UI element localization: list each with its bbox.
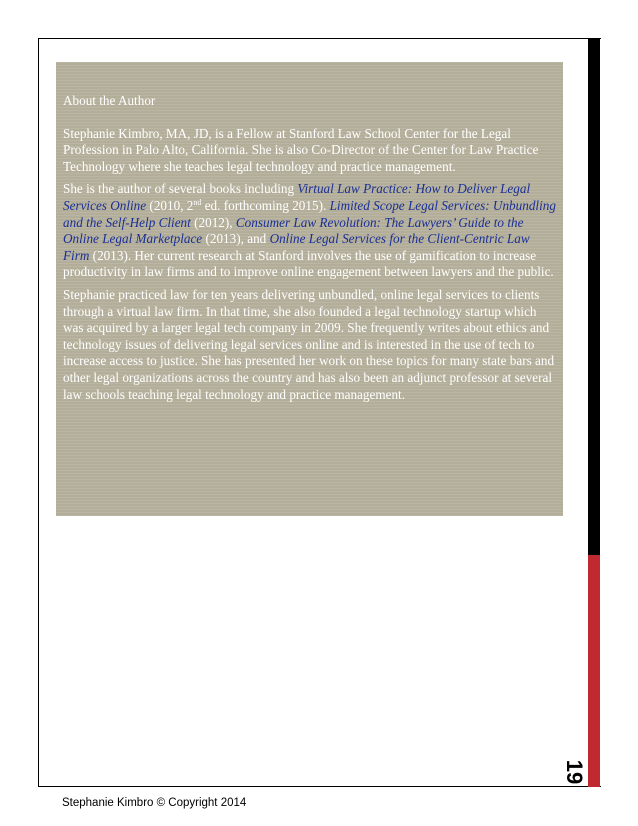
page-number (559, 757, 589, 787)
page-number-text: 19 (561, 759, 587, 785)
text-run: (2013). Her current research at Stanford involves the use of gamification to increase productivity in law firms and to improve online engagement between lawyers and the public. (63, 247, 554, 280)
text-run: (2010, 2 (146, 197, 194, 213)
book-title-consumer-law-revolution: Consumer Law Revolution: The Lawyers’ Guide to the Online Legal Marketplace (63, 214, 524, 247)
text-run: ed. forthcoming 2015). (201, 197, 330, 213)
book-title-limited-scope: Limited Scope Legal Services: Unbundling and the Self-Help Client (63, 197, 556, 230)
about-author-box (56, 62, 563, 516)
book-title-virtual-law-practice: Virtual Law Practice: How to Deliver Legal Services Online (63, 181, 531, 213)
text-run: (2013), and (202, 231, 270, 247)
text-run: (2012), (190, 214, 236, 230)
ordinal-superscript: nd (193, 197, 202, 207)
accent-bar-red (588, 555, 600, 787)
footer-copyright: Stephanie Kimbro © Copyright 2014 (62, 797, 247, 809)
bio-paragraph-1: Stephanie Kimbro, MA, JD, is a Fellow at Stanford Law School Center for the Legal Profession in Palo Alto, California. She is also Co-Director of the Center for Law Practice Technology where she teaches legal technology and practice management. (63, 125, 539, 174)
section-heading: About the Author (63, 93, 156, 108)
bio-paragraph-3: Stephanie practiced law for ten years delivering unbundled, online legal services to clients through a virtual law firm. In that time, she also founded a legal technology startup which was acquired by a larger legal tech company in 2009. She frequently writes about ethics and technology issues of delivering legal services online and is interested in the use of tech to increase access to justice. She has presented her work on these topics for many state bars and other legal organizations across the country and has also been an adjunct professor at several law schools teaching legal technology and practice management. (63, 286, 555, 402)
book-title-online-legal-services: Online Legal Services for the Client-Centric Law Firm (63, 231, 530, 263)
bio-paragraph-2 (63, 181, 557, 281)
text-run: She is the author of several books including (63, 181, 298, 197)
accent-bar-dark (588, 38, 600, 555)
